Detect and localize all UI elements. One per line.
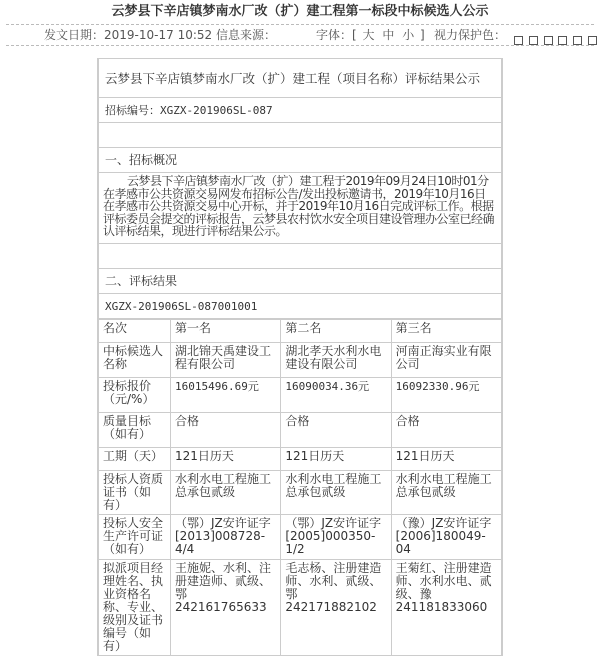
row-label: 拟派项目经理姓名、执业资格名称、专业、级别及证书编号（如有）: [99, 560, 171, 656]
section1-body: 云梦县下辛店镇梦南水厂改（扩）建工程于2019年09月24日10时01分在孝感市公共资源交易网发布招标公告/发出投标邀请书，2019年10月16日在孝感市公共资源交易中心开标，并于2019年10月16日完成评标工作。根据评标委员会提交的评标报告，云梦县农村饮水安全项目建设管理办公室已经确认评标结果，现进行评标结果公示。: [99, 173, 502, 244]
table-cell: 毛志杨、注册建造师、水利、贰级、鄂242171882102: [281, 560, 391, 656]
section2-title: 二、评标结果: [99, 269, 502, 294]
table-row: [99, 515, 502, 560]
table-cell: （鄂）JZ安许证字[2005]000350-1/2: [281, 515, 391, 560]
document-header: 云梦县下辛店镇梦南水厂改（扩）建工程（项目名称）评标结果公示: [99, 59, 502, 98]
font-size-control: [316, 25, 425, 45]
empty-cell: [99, 123, 502, 148]
table-cell: 水利水电工程施工总承包贰级: [391, 471, 501, 515]
table-cell: 16092330.96元: [391, 378, 501, 413]
table-row: [99, 343, 502, 378]
empty-cell: [99, 244, 502, 269]
table-row: [99, 560, 502, 656]
color-swatch-5[interactable]: [573, 36, 582, 45]
color-swatch-3[interactable]: [544, 36, 553, 45]
eye-protection-label: 视力保护色：: [434, 28, 507, 42]
publish-date-label: 发文日期：: [44, 28, 105, 42]
row-label: 投标报价（元/%）: [99, 378, 171, 413]
header-cell: 第三名: [391, 320, 501, 343]
table-cell: 16015496.69元: [171, 378, 281, 413]
table-cell: 121日历天: [391, 448, 501, 471]
font-size-bracket: ]: [420, 28, 425, 42]
table-row: [99, 378, 502, 413]
table-cell: 王施妮、水利、注册建造师、贰级、鄂242161765633: [171, 560, 281, 656]
table-row: [99, 448, 502, 471]
font-size-label: 字体：[: [316, 28, 357, 42]
table-cell: 湖北孝天水利水电建设有限公司: [281, 343, 391, 378]
row-label: 质量目标（如有）: [99, 413, 171, 448]
bid-number: 招标编号：XGZX-201906SL-087: [99, 98, 502, 123]
color-swatch-1[interactable]: [514, 36, 523, 45]
table-cell: 121日历天: [171, 448, 281, 471]
section1-title: 一、招标概况: [99, 148, 502, 173]
color-swatch-6[interactable]: [588, 36, 597, 45]
font-large-button[interactable]: 大: [362, 28, 375, 42]
publish-date-info: [44, 25, 212, 45]
meta-bar: [6, 24, 594, 46]
table-cell: 121日历天: [281, 448, 391, 471]
results-table: [98, 319, 502, 656]
section2-code: XGZX-201906SL-087001001: [99, 294, 502, 319]
table-cell: （鄂）JZ安许证字[2013]008728-4/4: [171, 515, 281, 560]
table-row: [99, 413, 502, 448]
font-medium-button[interactable]: 中: [382, 28, 395, 42]
announcement-table: [98, 58, 502, 319]
table-cell: 16090034.36元: [281, 378, 391, 413]
eye-protection-swatches: [514, 31, 599, 51]
table-cell: 合格: [171, 413, 281, 448]
table-cell: 河南正海实业有限公司: [391, 343, 501, 378]
row-label: 投标人资质证书（如有）: [99, 471, 171, 515]
table-cell: 水利水电工程施工总承包贰级: [281, 471, 391, 515]
color-swatch-4[interactable]: [558, 36, 567, 45]
row-label: 工期（天）: [99, 448, 171, 471]
header-cell: 第一名: [171, 320, 281, 343]
table-cell: 合格: [391, 413, 501, 448]
table-cell: 王菊红、注册建造师、水利水电、贰级、豫241181833060: [391, 560, 501, 656]
announcement-document: [97, 58, 503, 656]
color-swatch-2[interactable]: [529, 36, 538, 45]
font-small-button[interactable]: 小: [402, 28, 415, 42]
table-row: [99, 471, 502, 515]
table-cell: 水利水电工程施工总承包贰级: [171, 471, 281, 515]
row-label: 投标人安全生产许可证（如有）: [99, 515, 171, 560]
page-title: 云梦县下辛店镇梦南水厂改（扩）建工程第一标段中标候选人公示: [111, 4, 489, 19]
header-cell: 名次: [99, 320, 171, 343]
table-cell: （豫）JZ安许证字[2006]180049-04: [391, 515, 501, 560]
row-label: 中标候选人名称: [99, 343, 171, 378]
info-source-label: 信息来源：: [216, 28, 277, 42]
table-cell: 合格: [281, 413, 391, 448]
table-header-row: [99, 320, 502, 343]
table-cell: 湖北锦天禹建设工程有限公司: [171, 343, 281, 378]
publish-date-value: 2019-10-17 10:52: [104, 28, 213, 42]
header-cell: 第二名: [281, 320, 391, 343]
